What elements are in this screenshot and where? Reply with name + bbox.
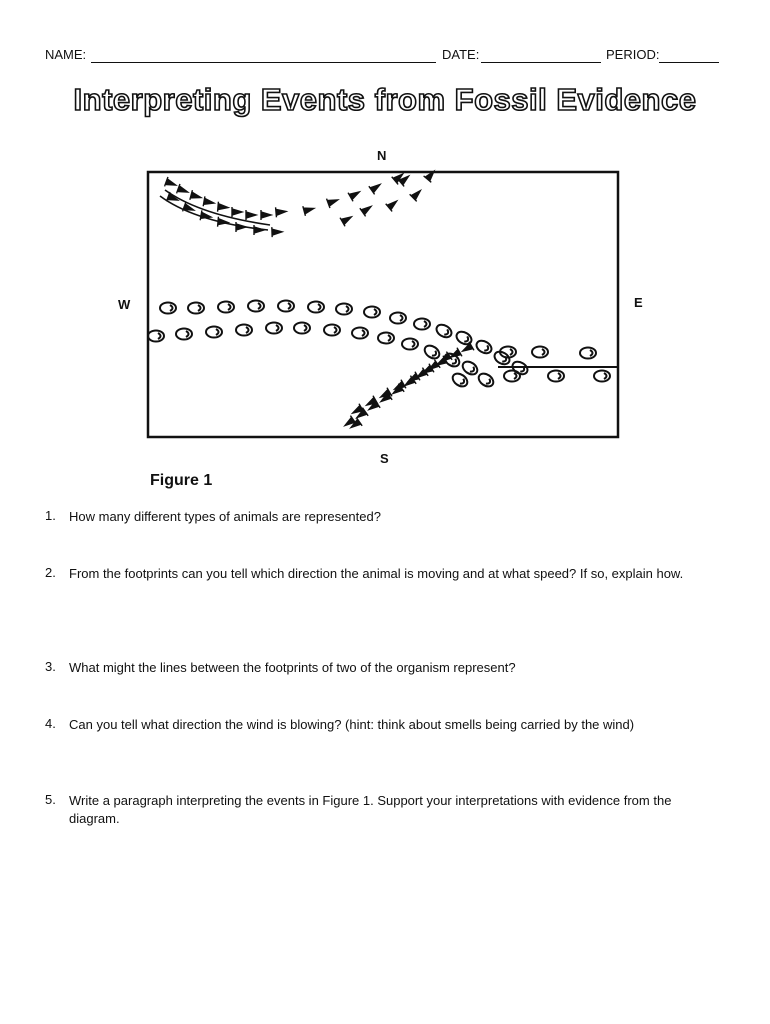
oval-footprint — [434, 322, 453, 340]
worksheet-title: Interpreting Events from Fossil Evidence — [73, 82, 697, 117]
small-footprint — [190, 190, 202, 202]
compass-west: W — [118, 297, 131, 312]
oval-footprint — [308, 302, 324, 313]
period-label: PERIOD: — [606, 47, 660, 62]
oval-footprint — [414, 319, 430, 330]
oval-footprint — [218, 302, 234, 313]
oval-footprint — [378, 333, 394, 344]
oval-footprint-tracks — [148, 301, 610, 390]
small-footprint — [232, 207, 242, 217]
oval-footprint — [390, 313, 406, 324]
question-text: What might the lines between the footprints of two of the organism represent? — [69, 660, 516, 675]
compass-east: E — [634, 295, 643, 310]
small-footprint — [360, 202, 374, 216]
question-number: 3. — [45, 659, 56, 674]
compass-south: S — [380, 451, 389, 466]
oval-footprint — [278, 301, 294, 312]
small-footprint — [218, 217, 229, 228]
question-number: 1. — [45, 508, 56, 523]
oval-footprint — [236, 325, 252, 336]
small-footprint — [348, 188, 362, 202]
oval-footprint — [352, 328, 368, 339]
question-text: Can you tell what direction the wind is blowing? (hint: think about smells being carried by the wind) — [69, 717, 635, 732]
oval-footprint — [294, 323, 310, 334]
oval-footprint — [176, 329, 192, 340]
oval-footprint — [160, 303, 176, 314]
question-text: How many different types of animals are represented? — [69, 509, 381, 524]
small-footprint — [340, 213, 354, 227]
small-footprint — [303, 204, 315, 216]
oval-footprint — [594, 371, 610, 382]
question-text: Write a paragraph interpreting the events in Figure 1. Support your interpretations with evidence from the diagram. — [69, 793, 672, 826]
compass-north: N — [377, 148, 387, 163]
name-blank-line[interactable] — [91, 62, 436, 63]
small-footprint — [246, 210, 256, 220]
date-blank-line[interactable] — [481, 62, 601, 63]
question-number: 4. — [45, 716, 56, 731]
oval-footprint — [402, 339, 418, 350]
oval-footprint — [580, 348, 596, 359]
period-blank-line[interactable] — [659, 62, 719, 63]
oval-footprint — [364, 307, 380, 318]
date-label: DATE: — [442, 47, 480, 62]
small-footprint — [398, 172, 412, 186]
oval-footprint — [336, 304, 352, 315]
student-info-header — [45, 47, 725, 67]
oval-footprint — [532, 347, 548, 358]
small-footprint — [327, 195, 340, 208]
oval-footprint — [266, 323, 282, 334]
question-text: From the footprints can you tell which direction the animal is moving and at what speed? If so, explain how. — [69, 566, 684, 581]
small-footprint — [236, 222, 246, 232]
small-footprint — [272, 227, 282, 237]
small-footprint — [424, 168, 438, 182]
small-footprint — [276, 206, 287, 217]
oval-footprint — [324, 325, 340, 336]
fossil-footprint-figure — [110, 140, 670, 500]
oval-footprint — [188, 303, 204, 314]
small-footprint — [386, 197, 400, 211]
question-number: 5. — [45, 792, 56, 807]
small-footprint — [177, 184, 190, 197]
small-footprint — [410, 187, 424, 201]
figure-caption: Figure 1 — [150, 472, 213, 489]
small-footprint — [203, 196, 215, 208]
small-footprint — [218, 202, 229, 213]
name-label: NAME: — [45, 47, 87, 62]
oval-footprint — [206, 327, 222, 338]
small-footprint — [369, 180, 383, 194]
oval-footprint — [148, 331, 164, 342]
small-footprint — [165, 177, 178, 190]
oval-footprint — [422, 343, 441, 361]
footprint-diagram — [110, 140, 670, 500]
oval-footprint — [504, 371, 520, 382]
small-footprint-tracks — [165, 168, 474, 431]
oval-footprint — [476, 371, 495, 389]
small-footprint — [254, 225, 264, 235]
small-footprint — [261, 210, 271, 220]
question-number: 2. — [45, 565, 56, 580]
oval-footprint — [248, 301, 264, 312]
oval-footprint — [474, 338, 493, 356]
oval-footprint — [548, 371, 564, 382]
